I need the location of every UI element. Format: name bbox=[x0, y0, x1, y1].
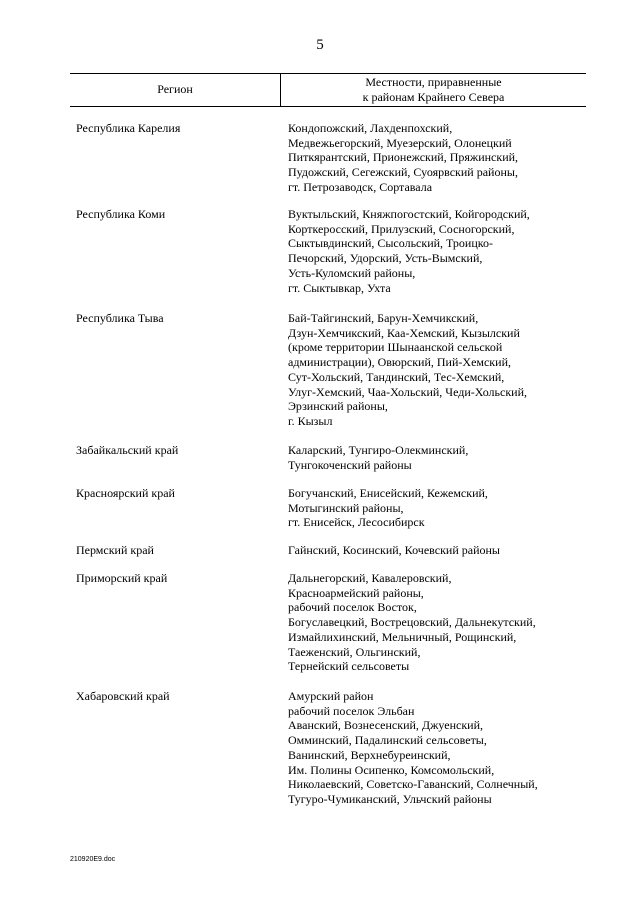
region-name: Пермский край bbox=[76, 543, 154, 557]
areas-line: администрации), Овюрский, Пий-Хемский, bbox=[288, 355, 511, 370]
areas-line: Богуславецкий, Вострецовский, Дальнекутский, bbox=[288, 615, 536, 630]
areas-line: Питкярантский, Прионежский, Пряжинский, bbox=[288, 150, 519, 165]
table-header bbox=[70, 73, 586, 107]
region-name: Республика Тыва bbox=[76, 311, 164, 325]
areas-line: Улуг-Хемский, Чаа-Хольский, Чеди-Хольский, bbox=[288, 384, 527, 399]
header-areas-line2: к районам Крайнего Севера bbox=[362, 90, 505, 104]
areas-line: Корткеросский, Прилузский, Сосногорский, bbox=[288, 221, 515, 236]
areas-line: гт. Петрозаводск, Сортавала bbox=[288, 179, 433, 194]
areas-line: (кроме территории Шынаанской сельской bbox=[288, 340, 503, 355]
areas-line: Мотыгинский районы, bbox=[288, 500, 404, 515]
areas-list bbox=[288, 443, 588, 472]
areas-line: Дальнегорский, Кавалеровский, bbox=[288, 571, 452, 585]
areas-line: Омминский, Падалинский сельсоветы, bbox=[288, 733, 487, 748]
areas-line: Тернейский сельсоветы bbox=[288, 659, 410, 674]
areas-line: Им. Полины Осипенко, Комсомольский, bbox=[288, 762, 495, 777]
areas-line: Бай-Тайгинский, Барун-Хемчикский, bbox=[288, 311, 479, 325]
areas-list bbox=[288, 121, 588, 195]
areas-line: Измайлихинский, Мельничный, Рощинский, bbox=[288, 629, 517, 644]
areas-line: рабочий поселок Эльбан bbox=[288, 703, 415, 718]
areas-line: Дзун-Хемчикский, Каа-Хемский, Кызылский bbox=[288, 325, 520, 340]
areas-line: Тугуро-Чумиканский, Ульчский районы bbox=[288, 791, 492, 806]
header-areas-label bbox=[281, 75, 586, 105]
areas-line: гт. Енисейск, Лесосибирск bbox=[288, 515, 425, 530]
areas-list bbox=[288, 311, 588, 429]
region-name: Красноярский край bbox=[76, 486, 175, 500]
region-name: Республика Коми bbox=[76, 207, 166, 221]
areas-line: Богучанский, Енисейский, Кежемский, bbox=[288, 486, 488, 500]
areas-list bbox=[288, 207, 588, 295]
areas-line: Кондопожский, Лахденпохский, bbox=[288, 121, 453, 135]
areas-line: Сыктывдинский, Сысольский, Троицко- bbox=[288, 236, 493, 251]
areas-line: Сут-Хольский, Тандинский, Тес-Хемский, bbox=[288, 369, 505, 384]
footer-doc-code: 210920E9.doc bbox=[70, 856, 116, 863]
areas-line: Николаевский, Советско-Гаванский, Солнечный, bbox=[288, 777, 538, 792]
region-name: Забайкальский край bbox=[76, 443, 179, 457]
areas-line: рабочий поселок Восток, bbox=[288, 600, 417, 615]
areas-line: г. Кызыл bbox=[288, 413, 333, 428]
areas-line: Печорский, Удорский, Усть-Вымский, bbox=[288, 251, 483, 266]
areas-line: Аванский, Вознесенский, Джуенский, bbox=[288, 718, 483, 733]
areas-line: Вуктыльский, Княжпогостский, Койгородский, bbox=[288, 207, 530, 221]
areas-line: Гайнский, Косинский, Кочевский районы bbox=[288, 543, 500, 557]
areas-line: Усть-Куломский районы, bbox=[288, 265, 416, 280]
areas-line: гт. Сыктывкар, Ухта bbox=[288, 280, 391, 295]
areas-line: Эрзинский районы, bbox=[288, 399, 388, 414]
areas-line: Медвежьегорский, Муезерский, Олонецкий bbox=[288, 135, 512, 150]
page-number: 5 bbox=[316, 37, 324, 53]
header-areas-line1: Местности, приравненные bbox=[365, 75, 502, 89]
region-name: Хабаровский край bbox=[76, 689, 170, 703]
areas-line: Красноармейский районы, bbox=[288, 585, 424, 600]
areas-list bbox=[288, 571, 588, 674]
areas-line: Амурский район bbox=[288, 689, 374, 703]
header-region-label: Регион bbox=[157, 82, 193, 96]
areas-line: Таеженский, Ольгинский, bbox=[288, 644, 421, 659]
areas-list bbox=[288, 689, 588, 807]
region-name: Приморский край bbox=[76, 571, 168, 585]
areas-line: Каларский, Тунгиро-Олекминский, bbox=[288, 443, 469, 457]
areas-list bbox=[288, 486, 588, 530]
areas-list bbox=[288, 543, 588, 558]
region-name: Республика Карелия bbox=[76, 121, 181, 135]
areas-line: Тунгокоченский районы bbox=[288, 457, 412, 472]
areas-line: Пудожский, Сегежский, Суоярвский районы, bbox=[288, 165, 518, 180]
areas-line: Ванинский, Верхнебуреинский, bbox=[288, 747, 451, 762]
